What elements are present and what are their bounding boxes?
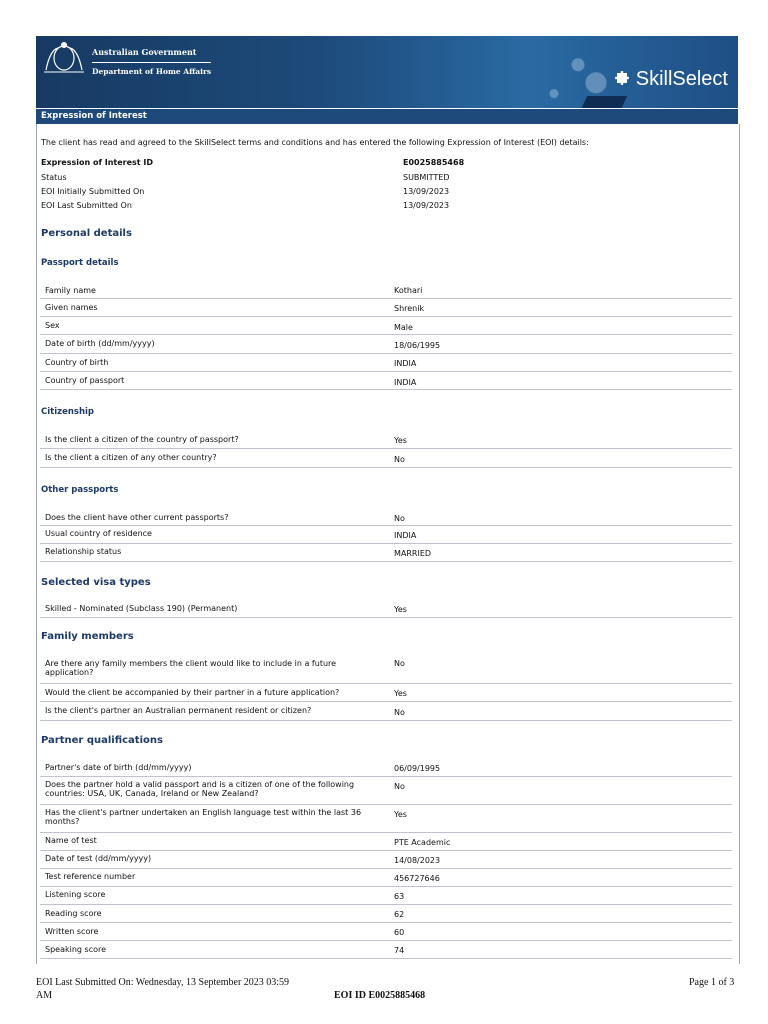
row-label: Is the client's partner an Australian permanent resident or citizen? bbox=[45, 706, 312, 715]
row-value: PTE Academic bbox=[394, 838, 451, 847]
row-value: Kothari bbox=[394, 286, 423, 295]
row-label: Does the client have other current passports? bbox=[45, 513, 229, 522]
footer-page-number: Page 1 of 3 bbox=[689, 977, 735, 988]
row-label: Sex bbox=[45, 321, 60, 330]
footer-eoi-id: EOI ID E0025885468 bbox=[334, 990, 426, 1001]
row-value: Yes bbox=[394, 810, 407, 819]
footer-last-submitted: EOI Last Submitted On: Wednesday, 13 September 2023 03:59 bbox=[36, 977, 290, 988]
row-divider bbox=[40, 371, 732, 372]
row-value: Shrenik bbox=[394, 304, 425, 313]
row-label: Speaking score bbox=[45, 945, 107, 954]
row-value: 74 bbox=[394, 946, 405, 955]
footer-last-submitted-cont: AM bbox=[36, 990, 53, 1001]
family-members-heading: Family members bbox=[41, 631, 134, 642]
row-value: No bbox=[394, 708, 405, 717]
row-divider bbox=[40, 958, 732, 959]
row-label: Skilled - Nominated (Subclass 190) (Permanent) bbox=[45, 604, 238, 613]
row-divider bbox=[40, 868, 732, 869]
puzzle-piece-icon bbox=[614, 70, 630, 86]
row-divider bbox=[40, 525, 732, 526]
row-label: Are there any family members the client would like to include in a future application? bbox=[45, 659, 337, 677]
partner-qualifications-heading: Partner qualifications bbox=[41, 735, 163, 746]
row-value: 62 bbox=[394, 910, 405, 919]
row-divider bbox=[40, 561, 732, 562]
row-value: Yes bbox=[394, 689, 407, 698]
row-divider bbox=[40, 720, 732, 721]
row-divider bbox=[40, 701, 732, 702]
row-label: Reading score bbox=[45, 909, 102, 918]
department-name: Department of Home Affairs bbox=[92, 62, 211, 76]
summary-value: SUBMITTED bbox=[403, 173, 450, 182]
visa-types-heading: Selected visa types bbox=[41, 577, 151, 588]
summary-value: 13/09/2023 bbox=[403, 201, 450, 210]
row-divider bbox=[40, 298, 732, 299]
row-label: Has the client's partner undertaken an English language test within the last 36 months? bbox=[45, 808, 362, 826]
row-label: Partner's date of birth (dd/mm/yyyy) bbox=[45, 763, 192, 772]
row-value: No bbox=[394, 659, 405, 668]
row-value: Yes bbox=[394, 605, 407, 614]
row-value: 60 bbox=[394, 928, 405, 937]
row-label: Name of test bbox=[45, 836, 97, 845]
row-label: Country of passport bbox=[45, 376, 125, 385]
row-value: 14/08/2023 bbox=[394, 856, 441, 865]
row-value: INDIA bbox=[394, 378, 417, 387]
row-value: INDIA bbox=[394, 359, 417, 368]
row-divider bbox=[40, 353, 732, 354]
row-divider bbox=[40, 886, 732, 887]
row-label: Test reference number bbox=[45, 872, 136, 881]
row-label: Date of birth (dd/mm/yyyy) bbox=[45, 339, 155, 348]
skillselect-logo bbox=[614, 68, 728, 91]
row-divider bbox=[40, 832, 732, 833]
section-title: Expression of Interest bbox=[36, 109, 738, 124]
row-value: 18/06/1995 bbox=[394, 341, 441, 350]
row-value: No bbox=[394, 514, 405, 523]
row-value: 63 bbox=[394, 892, 405, 901]
row-divider bbox=[40, 543, 732, 544]
row-divider bbox=[40, 922, 732, 923]
row-divider bbox=[40, 683, 732, 684]
header-banner bbox=[36, 36, 738, 108]
row-divider bbox=[40, 467, 732, 468]
row-label: Usual country of residence bbox=[45, 529, 152, 538]
personal-details-heading: Personal details bbox=[41, 228, 132, 239]
row-label: Family name bbox=[45, 286, 96, 295]
product-name: SkillSelect bbox=[635, 68, 728, 90]
coat-of-arms-icon bbox=[40, 40, 88, 76]
row-label: Does the partner hold a valid passport and is a citizen of one of the following countries: USA, UK, Canada, Ireland or New Zealand? bbox=[45, 780, 355, 798]
summary-label: EOI Initially Submitted On bbox=[41, 187, 145, 196]
row-divider bbox=[40, 389, 732, 390]
row-value: No bbox=[394, 782, 405, 791]
content-frame bbox=[36, 124, 740, 964]
row-value: 456727646 bbox=[394, 874, 440, 883]
citizenship-heading: Citizenship bbox=[41, 407, 95, 417]
other-passports-heading: Other passports bbox=[41, 485, 119, 495]
row-label: Is the client a citizen of any other country? bbox=[45, 453, 217, 462]
summary-value: 13/09/2023 bbox=[403, 187, 450, 196]
row-value: INDIA bbox=[394, 531, 417, 540]
row-divider bbox=[40, 316, 732, 317]
row-divider bbox=[40, 617, 732, 618]
row-label: Is the client a citizen of the country of passport? bbox=[45, 435, 239, 444]
row-value: MARRIED bbox=[394, 549, 432, 558]
row-divider bbox=[40, 776, 732, 777]
row-divider bbox=[40, 940, 732, 941]
row-label: Written score bbox=[45, 927, 99, 936]
row-divider bbox=[40, 804, 732, 805]
row-divider bbox=[40, 334, 732, 335]
row-label: Listening score bbox=[45, 890, 106, 899]
row-value: Yes bbox=[394, 436, 407, 445]
row-divider bbox=[40, 448, 732, 449]
summary-label: Expression of Interest ID bbox=[41, 158, 154, 167]
row-label: Country of birth bbox=[45, 358, 109, 367]
row-label: Relationship status bbox=[45, 547, 122, 556]
row-label: Would the client be accompanied by their partner in a future application? bbox=[45, 688, 340, 697]
row-label: Date of test (dd/mm/yyyy) bbox=[45, 854, 152, 863]
passport-details-heading: Passport details bbox=[41, 258, 119, 268]
row-value: No bbox=[394, 455, 405, 464]
row-divider bbox=[40, 904, 732, 905]
summary-value: E0025885468 bbox=[403, 158, 465, 167]
row-label: Given names bbox=[45, 303, 98, 312]
government-name: Australian Government bbox=[92, 47, 197, 57]
row-divider bbox=[40, 850, 732, 851]
summary-label: Status bbox=[41, 173, 67, 182]
summary-label: EOI Last Submitted On bbox=[41, 201, 132, 210]
row-value: 06/09/1995 bbox=[394, 764, 441, 773]
intro-text: The client has read and agreed to the SkillSelect terms and conditions and has entered the following Expression of Interest (EOI) details: bbox=[41, 138, 589, 147]
row-value: Male bbox=[394, 323, 413, 332]
